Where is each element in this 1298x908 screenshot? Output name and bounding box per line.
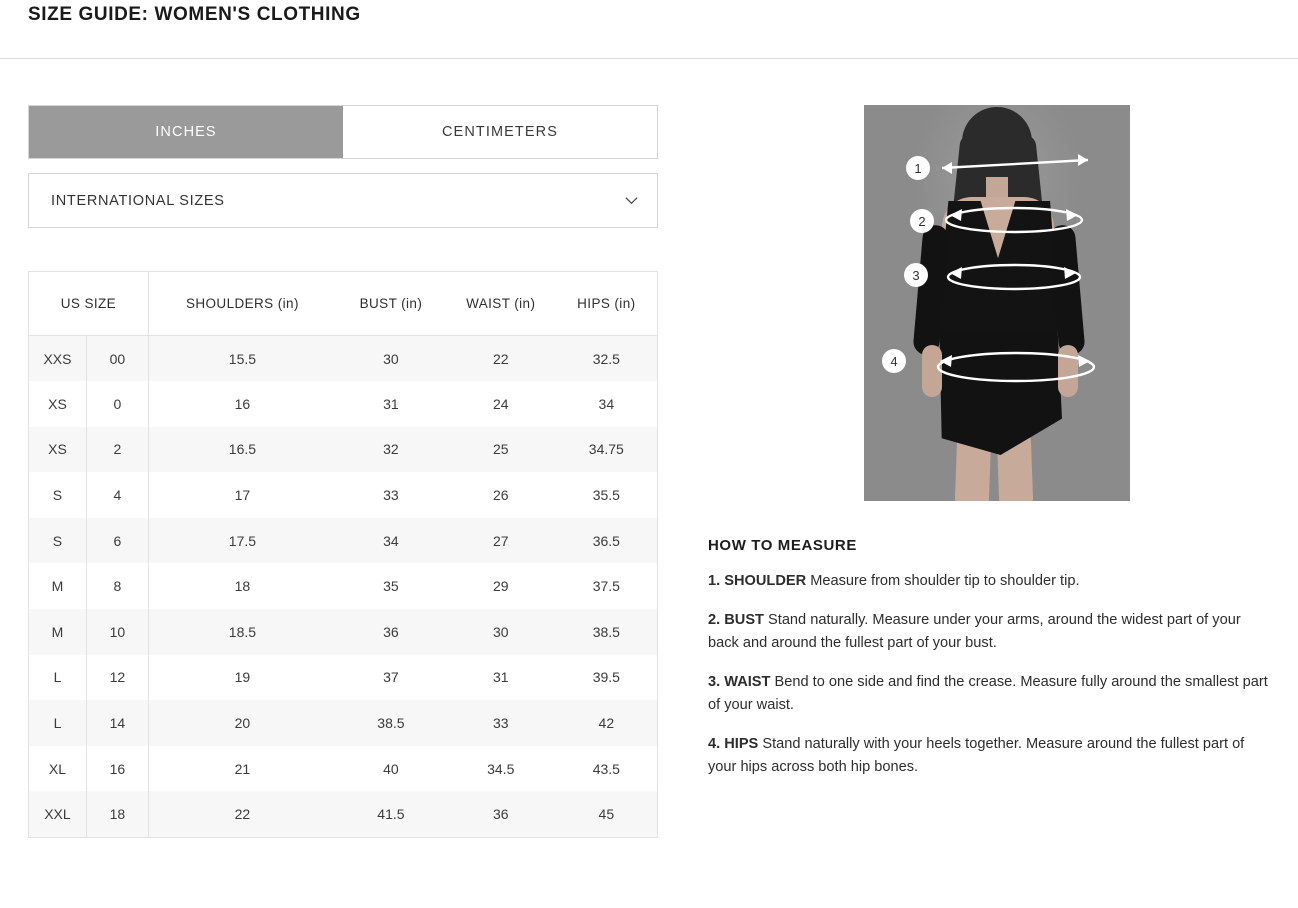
cell-bust: 36 [383, 623, 399, 640]
page-title: SIZE GUIDE: WOMEN'S CLOTHING [28, 4, 361, 25]
cell-hips: 42 [598, 715, 615, 732]
cell-waist: 30 [492, 623, 509, 640]
measure-instruction-bust [708, 609, 1274, 655]
cell-bust: 34 [383, 532, 399, 549]
size-table [28, 271, 658, 838]
measurement-markers [864, 105, 1130, 501]
tab-centimeters-label: CENTIMETERS [441, 124, 559, 140]
cell-bust: 41.5 [377, 805, 405, 822]
cell-letter-size: XXS [29, 336, 87, 382]
measure-instruction-waist [708, 671, 1274, 717]
cell-numeric-size: 16 [86, 746, 148, 792]
cell-numeric-size: 0 [86, 381, 148, 427]
measure-term-hips: HIPS [724, 736, 759, 752]
cell-numeric-size: 10 [86, 609, 148, 655]
cell-letter-size: XS [29, 381, 87, 427]
cell-hips: 35.5 [592, 487, 620, 504]
cell-numeric-size: 6 [86, 518, 148, 564]
cell-numeric-size: 8 [86, 563, 148, 609]
tab-inches[interactable] [29, 106, 343, 158]
cell-waist: 25 [492, 441, 509, 458]
measure-instruction-shoulder [708, 570, 1274, 593]
cell-numeric-size: 12 [86, 655, 148, 701]
cell-waist: 22 [492, 350, 509, 367]
cell-shoulders: 17.5 [228, 532, 257, 549]
svg-text:4: 4 [890, 354, 898, 369]
cell-shoulders: 21 [234, 760, 251, 777]
header-divider [0, 58, 1298, 59]
measure-number-3: 3. [708, 674, 721, 690]
table-row [29, 700, 658, 746]
cell-waist: 24 [492, 395, 509, 412]
cell-waist: 36 [492, 805, 509, 822]
cell-bust: 37 [383, 669, 399, 686]
measure-instruction-hips [708, 733, 1274, 779]
cell-numeric-size: 18 [86, 791, 148, 837]
cell-shoulders: 18 [234, 578, 251, 595]
cell-letter-size: S [29, 518, 87, 564]
table-row [29, 336, 658, 382]
measure-number-2: 2. [708, 612, 721, 628]
cell-waist: 31 [492, 669, 509, 686]
size-table-head [29, 272, 658, 336]
measurement-guide-panel [708, 105, 1274, 794]
cell-letter-size: L [29, 655, 87, 701]
cell-bust: 33 [383, 487, 399, 504]
measure-number-4: 4. [708, 736, 721, 752]
cell-bust: 38.5 [377, 715, 405, 732]
table-row [29, 563, 658, 609]
cell-shoulders: 20 [234, 715, 251, 732]
cell-bust: 31 [383, 395, 399, 412]
cell-waist: 29 [492, 578, 509, 595]
col-header-us-size: US SIZE [29, 272, 149, 336]
cell-shoulders: 22 [234, 805, 251, 822]
how-to-measure-title: HOW TO MEASURE [708, 537, 857, 554]
svg-text:3: 3 [912, 268, 920, 283]
cell-hips: 34 [598, 395, 615, 412]
measure-text-hips: Stand naturally with your heels together. Measure around the fullest part of your hips across both hip bones. [708, 736, 1245, 775]
cell-shoulders: 19 [234, 669, 251, 686]
cell-bust: 35 [383, 578, 399, 595]
measure-number-1: 1. [708, 573, 721, 589]
measure-text-bust: Stand naturally. Measure under your arms, around the widest part of your back and around the fullest part of your bust. [708, 612, 1241, 651]
cell-numeric-size: 4 [86, 472, 148, 518]
col-header-shoulders: SHOULDERS (in) [148, 272, 336, 336]
cell-hips: 43.5 [592, 760, 620, 777]
cell-letter-size: XL [29, 746, 87, 792]
table-row [29, 609, 658, 655]
measure-term-bust: BUST [724, 612, 764, 628]
measure-term-waist: WAIST [724, 674, 771, 690]
table-row [29, 655, 658, 701]
table-row [29, 381, 658, 427]
col-header-hips: HIPS (in) [556, 272, 658, 336]
size-chart-panel [28, 105, 658, 838]
cell-hips: 39.5 [592, 669, 620, 686]
svg-text:1: 1 [914, 161, 922, 176]
cell-waist: 26 [492, 487, 509, 504]
cell-numeric-size: 14 [86, 700, 148, 746]
svg-text:2: 2 [918, 214, 926, 229]
cell-shoulders: 16.5 [228, 441, 257, 458]
cell-waist: 34.5 [487, 760, 515, 777]
col-header-waist: WAIST (in) [446, 272, 556, 336]
measure-term-shoulder: SHOULDER [724, 573, 807, 589]
table-row [29, 746, 658, 792]
cell-letter-size: L [29, 700, 87, 746]
cell-waist: 33 [492, 715, 509, 732]
cell-shoulders: 17 [234, 487, 251, 504]
cell-hips: 45 [598, 805, 615, 822]
size-system-select[interactable] [28, 173, 658, 228]
table-row [29, 427, 658, 473]
cell-bust: 32 [383, 441, 399, 458]
col-header-bust: BUST (in) [336, 272, 446, 336]
cell-letter-size: XS [29, 427, 87, 473]
cell-shoulders: 18.5 [228, 623, 257, 640]
cell-hips: 32.5 [592, 350, 620, 367]
cell-numeric-size: 2 [86, 427, 148, 473]
size-table-body [29, 336, 658, 838]
cell-hips: 34.75 [588, 441, 624, 458]
tab-inches-label: INCHES [155, 124, 217, 140]
cell-hips: 36.5 [592, 532, 620, 549]
table-row [29, 791, 658, 837]
cell-hips: 37.5 [592, 578, 620, 595]
cell-shoulders: 16 [234, 395, 251, 412]
cell-letter-size: S [29, 472, 87, 518]
cell-letter-size: M [29, 563, 87, 609]
tab-centimeters[interactable] [343, 106, 657, 158]
measure-text-waist: Bend to one side and find the crease. Measure fully around the smallest part of your waist. [708, 674, 1268, 713]
chevron-down-icon [624, 193, 639, 208]
cell-hips: 38.5 [592, 623, 620, 640]
size-system-select-value: INTERNATIONAL SIZES [51, 192, 225, 209]
cell-letter-size: M [29, 609, 87, 655]
cell-bust: 30 [383, 350, 399, 367]
cell-shoulders: 15.5 [228, 350, 257, 367]
measure-text-shoulder: Measure from shoulder tip to shoulder tip. [810, 573, 1080, 589]
cell-letter-size: XXL [29, 791, 87, 837]
table-header-row [29, 272, 658, 336]
table-row [29, 518, 658, 564]
cell-numeric-size: 00 [86, 336, 148, 382]
table-row [29, 472, 658, 518]
cell-waist: 27 [492, 532, 509, 549]
unit-tabs [28, 105, 658, 159]
cell-bust: 40 [383, 760, 399, 777]
measurement-diagram-image [864, 105, 1130, 501]
